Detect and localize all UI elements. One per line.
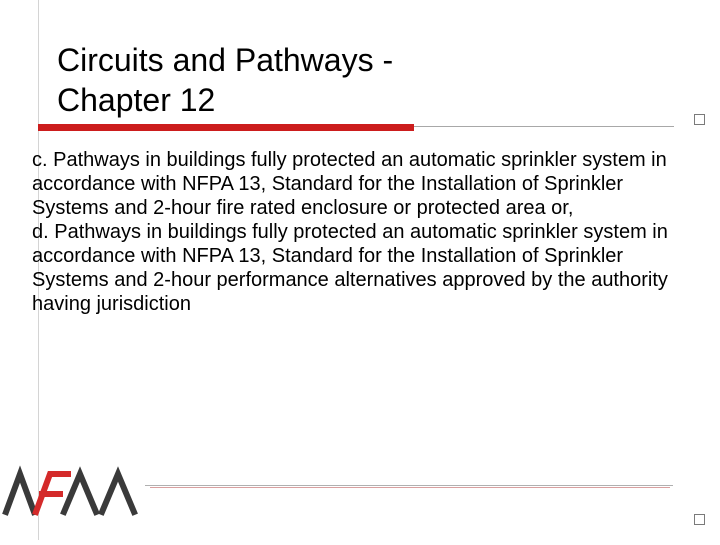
footer-corner-square-icon [694, 514, 705, 525]
corner-square-icon [694, 114, 705, 125]
title-line-2: Chapter 12 [57, 82, 216, 118]
slide-title [57, 40, 677, 120]
title-underline-rule [414, 126, 674, 127]
title-underline-accent [38, 124, 414, 131]
afaa-logo [0, 460, 145, 540]
body-paragraph-c: c. Pathways in buildings fully protected an automatic sprinkler system in accordance with NFPA 13, Standard for the Installation of Sprinkler Systems and 2-hour fire rated enclosure or protected area or, [32, 149, 667, 219]
footer-rule [145, 485, 673, 486]
title-line-1: Circuits and Pathways - [57, 42, 394, 78]
slide-body [32, 148, 682, 316]
footer-rule-accent [150, 487, 670, 488]
body-paragraph-d: d. Pathways in buildings fully protected an automatic sprinkler system in accordance with NFPA 13, Standard for the Installation of Sprinkler Systems and 2-hour performance alternatives approved by the authority having jurisdiction [32, 221, 668, 315]
